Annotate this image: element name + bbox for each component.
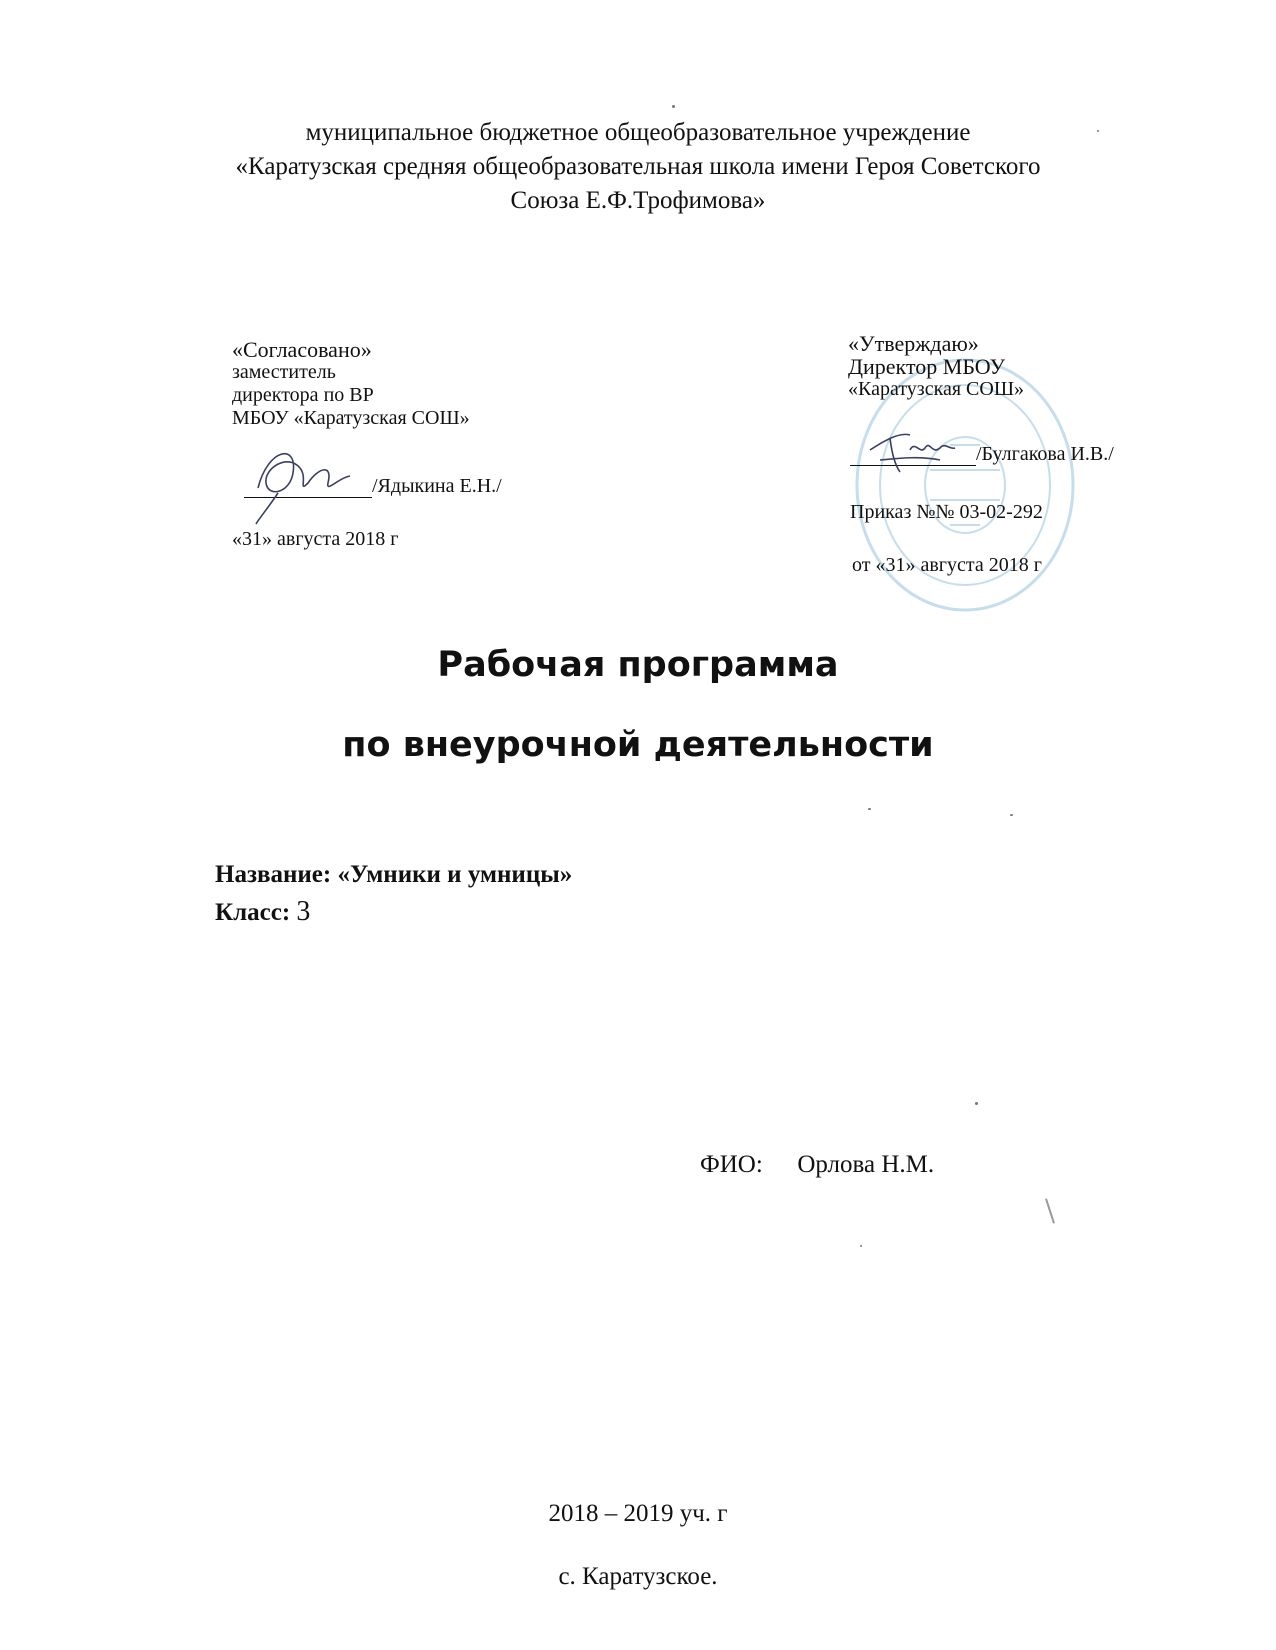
title-line-2: по внеурочной деятельности <box>342 725 934 765</box>
author-value: Орлова Н.М. <box>797 1151 935 1178</box>
approval-left-line1: заместитель <box>232 361 336 383</box>
approval-right-title: «Утверждаю» <box>848 331 979 356</box>
approval-left-line3: МБОУ «Каратузская СОШ» <box>232 407 470 429</box>
signature-right-icon <box>860 420 980 490</box>
approval-left <box>232 338 470 430</box>
scan-speck <box>1010 814 1013 816</box>
program-name-row <box>215 858 572 891</box>
footer-place: с. Каратузское. <box>558 1563 718 1590</box>
approval-right-date: от «31» августа 2018 г <box>852 554 1042 576</box>
program-name-value: «Умники и умницы» <box>337 861 573 888</box>
approval-right <box>848 332 1024 401</box>
approval-right-line2: «Каратузская СОШ» <box>848 378 1025 400</box>
approval-right-signer: /Булгакова И.В./ <box>976 443 1114 465</box>
scan-speck <box>860 1245 862 1247</box>
footer-years: 2018 – 2019 уч. г <box>548 1500 728 1527</box>
scan-speck <box>975 1102 978 1105</box>
approval-right-order: Приказ №№ 03-02-292 <box>850 501 1043 523</box>
program-grade-value: 3 <box>296 896 311 927</box>
scan-speck <box>672 105 675 108</box>
author-label: ФИО: <box>700 1151 763 1178</box>
header-line-3: Союза Е.Ф.Трофимова» <box>510 187 766 214</box>
title-line-1: Рабочая программа <box>437 645 839 685</box>
program-name-label: Название: <box>215 861 332 888</box>
scan-speck <box>868 808 871 810</box>
program-grade-label: Класс: <box>215 899 291 926</box>
scan-speck <box>1097 130 1099 132</box>
approval-left-title: «Согласовано» <box>232 337 372 362</box>
approval-left-line2: директора по ВР <box>232 384 374 406</box>
approval-right-line1: Директор МБОУ <box>848 354 1006 379</box>
approval-left-signer: /Ядыкина Е.Н./ <box>372 475 502 497</box>
scan-speck <box>1045 1198 1055 1223</box>
header-line-1: муниципальное бюджетное общеобразовательное учреждение <box>305 119 971 146</box>
signature-left-icon <box>238 438 378 530</box>
approval-left-date: «31» августа 2018 г <box>232 528 399 550</box>
header-line-2: «Каратузская средняя общеобразовательная школа имени Героя Советского <box>235 153 1041 180</box>
author-row <box>700 1148 934 1181</box>
program-grade-row <box>215 895 310 929</box>
